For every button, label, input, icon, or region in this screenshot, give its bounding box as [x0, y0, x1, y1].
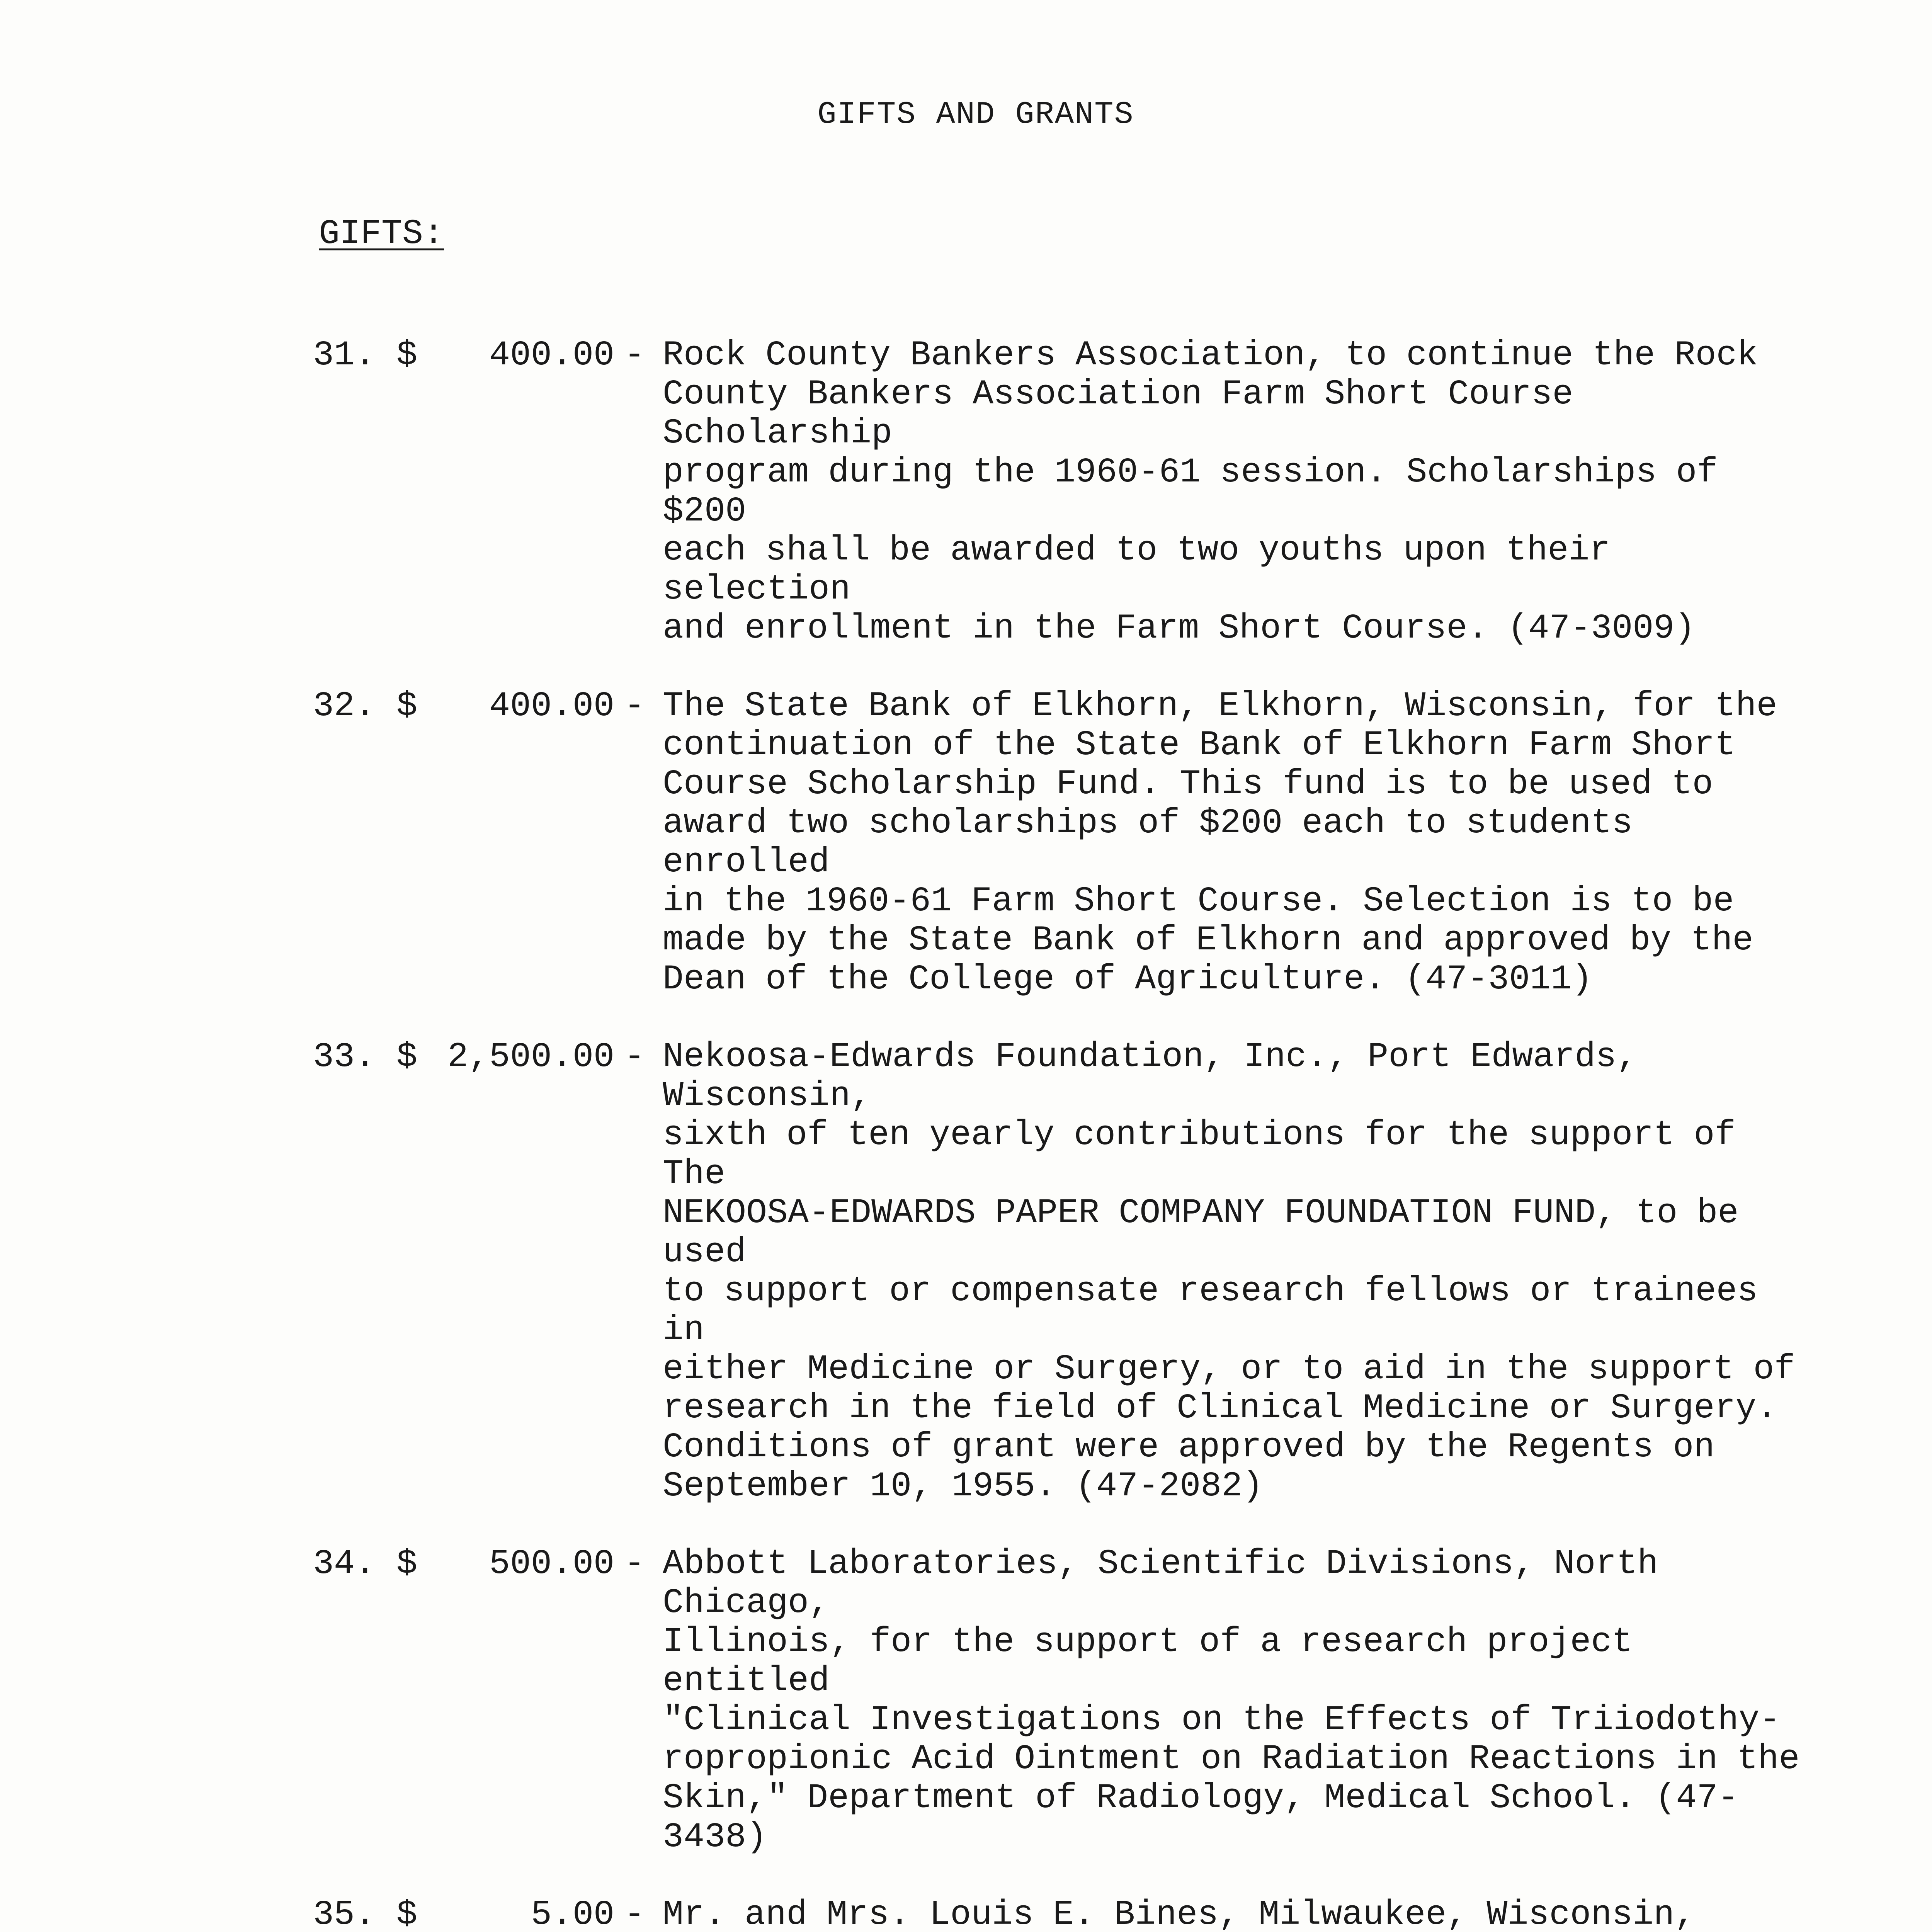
gift-entry-32 — [0, 687, 1932, 999]
gift-entry-34 — [0, 1545, 1932, 1857]
gift-dash: - — [624, 336, 645, 375]
gift-description: Abbott Laboratories, Scientific Divisions, North Chicago, Illinois, for the support of a research project entitled "Clinical Investigations on the Effects of Triiodothy- ropropionic Acid Ointment on Radiation Reactions in the Skin," Department of Radiology, Medical School. (47-3438) — [663, 1544, 1800, 1857]
section-heading-gifts: GIFTS: — [319, 214, 444, 254]
gift-description: Nekoosa-Edwards Foundation, Inc., Port Edwards, Wisconsin, sixth of ten yearly contributions for the support of The NEKOOSA-EDWARDS PAPER COMPANY FOUNDATION FUND, to be used to support or compensate research fellows or trainees in either Medicine or Surgery, or to aid in the support of research in the field of Clinical Medicine or Surgery. Conditions of grant were approved by the Regents on September 10, 1955. (47-2082) — [663, 1037, 1795, 1506]
gift-amount: 400.00 — [489, 687, 614, 726]
gift-number: 32. $ — [313, 687, 418, 726]
gift-amount: 400.00 — [489, 336, 614, 375]
gift-number: 33. $ — [313, 1037, 418, 1077]
gift-dash: - — [624, 1037, 645, 1077]
gift-number: 34. $ — [313, 1544, 418, 1584]
gift-dash: - — [624, 1895, 645, 1932]
gift-description: Mr. and Mrs. Louis E. Bines, Milwaukee, Wisconsin, — [663, 1895, 1696, 1932]
gift-entry-33 — [0, 1038, 1932, 1506]
page-title: GIFTS AND GRANTS — [817, 97, 1134, 133]
gift-entry-35 — [0, 1896, 1932, 1932]
gift-dash: - — [624, 687, 645, 726]
gift-amount: 5.00 — [531, 1895, 614, 1932]
gift-entry-31 — [0, 336, 1932, 648]
gift-dash: - — [624, 1544, 645, 1584]
gift-description: The State Bank of Elkhorn, Elkhorn, Wisconsin, for the continuation of the State Bank of Elkhorn Farm Short Course Scholarship Fund. This fund is to be used to award two scholarships of $200 each to students enrolled in the 1960-61 Farm Short Course. Selection is to be made by the State Bank of Elkhorn and approved by the Dean of the College of Agriculture. (47-3011) — [663, 687, 1777, 999]
gift-amount: 500.00 — [489, 1544, 614, 1584]
gift-number: 31. $ — [313, 336, 418, 375]
gift-number: 35. $ — [313, 1895, 418, 1932]
gift-list — [0, 336, 1932, 1932]
gift-amount: 2,500.00 — [447, 1037, 614, 1077]
gift-description: Rock County Bankers Association, to continue the Rock County Bankers Association Farm Short Course Scholarship program during the 1960-61 session. Scholarships of $200 each shall be awarded to two youths upon their selection and enrollment in the Farm Short Course. (47-3009) — [663, 336, 1758, 648]
